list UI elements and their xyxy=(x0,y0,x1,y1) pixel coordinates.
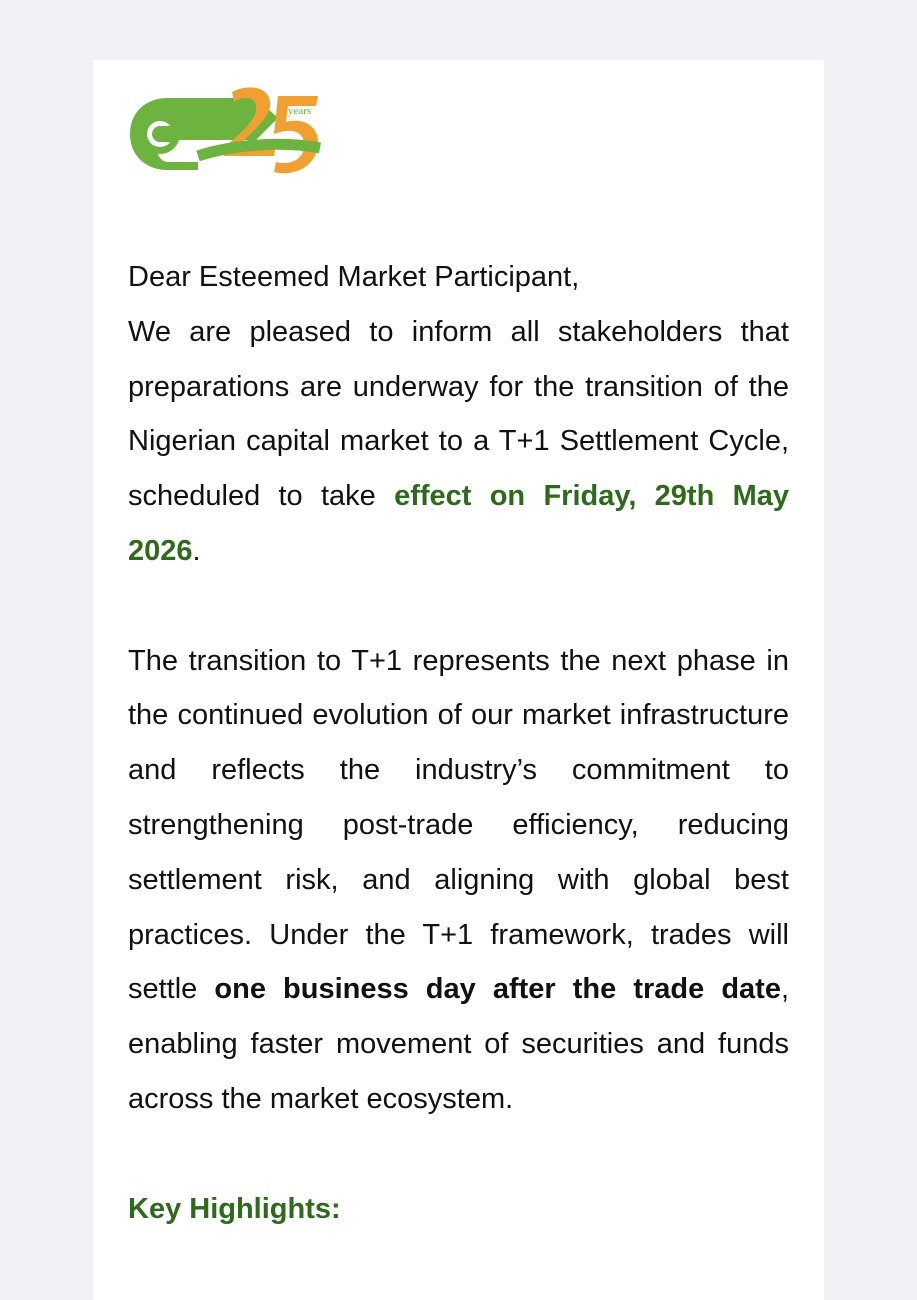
settlement-timing-highlight: one business day after the trade date xyxy=(214,973,781,1006)
letter-body xyxy=(128,250,789,1236)
effective-date-highlight: effect on Friday, 29th May 2026 xyxy=(128,480,789,567)
paragraph-transition xyxy=(128,634,789,1127)
paragraph-spacer xyxy=(128,1127,789,1182)
key-highlights-heading: Key Highlights: xyxy=(128,1192,341,1225)
logo-years-text: years xyxy=(288,105,312,117)
paragraph-text: The transition to T+1 represents the next phase in the continued evolution of our market infrastructure and reflects the industry’s commitment to strengthening post-trade efficiency, reducing settlement risk, and aligning with global best practices. Under the T+1 framework, trades will settle xyxy=(128,644,789,1006)
cscs-25-years-logo xyxy=(128,82,324,184)
paragraph-effective-date xyxy=(128,305,789,579)
email-card xyxy=(93,60,824,1300)
paragraph-text: We are pleased to inform all stakeholders that preparations are underway for the transition of the Nigerian capital market to a T+1 Settlement Cycle, scheduled to take xyxy=(128,315,789,513)
paragraph-spacer xyxy=(128,579,789,634)
greeting: Dear Esteemed Market Participant, xyxy=(128,261,580,293)
paragraph-end: . xyxy=(192,534,201,567)
paragraph-end: , enabling faster movement of securities and funds across the market ecosystem. xyxy=(128,973,790,1115)
